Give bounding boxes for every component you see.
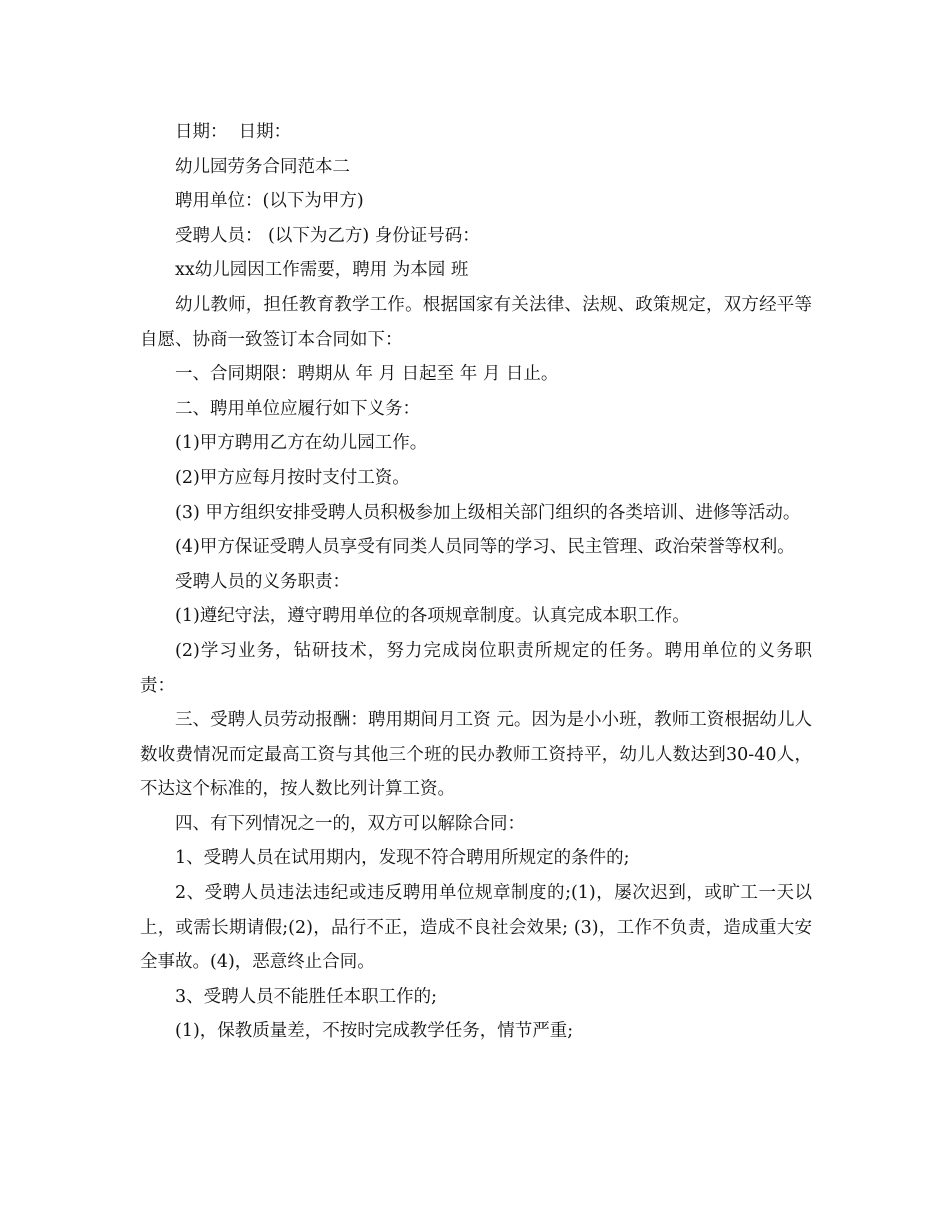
employee-duty-item: (2)学习业务，钻研技术，努力完成岗位职责所规定的任务。聘用单位的义务职责： [140, 640, 812, 696]
date-line: 日期： 日期： [175, 122, 292, 142]
employer-duty-item: (4)甲方保证受聘人员享受有同类人员同等的学习、民主管理、政治荣誉等权利。 [175, 537, 795, 558]
employee-duties-heading: 受聘人员的义务职责： [175, 571, 350, 592]
employer-line: 聘用单位：(以下为甲方) [175, 191, 364, 212]
clause-employer-duties: 二、聘用单位应履行如下义务： [175, 398, 420, 419]
clause-term: 一、合同期限：聘期从 年 月 日起至 年 月 日止。 [175, 364, 559, 385]
document-body [140, 115, 812, 1049]
employer-duty-item: (2)甲方应每月按时支付工资。 [175, 467, 410, 488]
clause-compensation: 三、受聘人员劳动报酬：聘用期间月工资 元。因为是小小班，教师工资根据幼儿人数收费情况而定最高工资与其他三个班的民办教师工资持平，幼儿人数达到30-40人，不达这个标准的，按人数比列计算工资。 [140, 710, 812, 800]
employee-line: 受聘人员： (以下为乙方) 身份证号码： [175, 225, 480, 246]
hiring-line: xx幼儿园因工作需要，聘用 为本园 班 [175, 260, 469, 281]
termination-item: 1、受聘人员在试用期内，发现不符合聘用所规定的条件的; [175, 848, 630, 869]
employee-duty-item: (1)遵纪守法，遵守聘用单位的各项规章制度。认真完成本职工作。 [175, 606, 690, 627]
clause-termination: 四、有下列情况之一的，双方可以解除合同： [175, 813, 525, 834]
employer-duty-item: (3) 甲方组织安排受聘人员积极参加上级相关部门组织的各类培训、进修等活动。 [175, 502, 801, 523]
termination-subitem: (1)，保教质量差，不按时完成教学任务，情节严重; [175, 1021, 574, 1042]
employer-duty-item: (1)甲方聘用乙方在幼儿园工作。 [175, 433, 428, 454]
termination-item: 3、受聘人员不能胜任本职工作的; [175, 986, 438, 1007]
document-title: 幼儿园劳务合同范本二 [175, 156, 350, 177]
termination-item: 2、受聘人员违法违纪或违反聘用单位规章制度的;(1)，屡次迟到，或旷工一天以上，或需长期请假;(2)，品行不正，造成不良社会效果; (3)，工作不负责，造成重大安全事故。(4)，恶意终止合同。 [140, 883, 812, 973]
intro-paragraph: 幼儿教师，担任教育教学工作。根据国家有关法律、法规、政策规定，双方经平等自愿、协商一致签订本合同如下： [140, 294, 812, 350]
